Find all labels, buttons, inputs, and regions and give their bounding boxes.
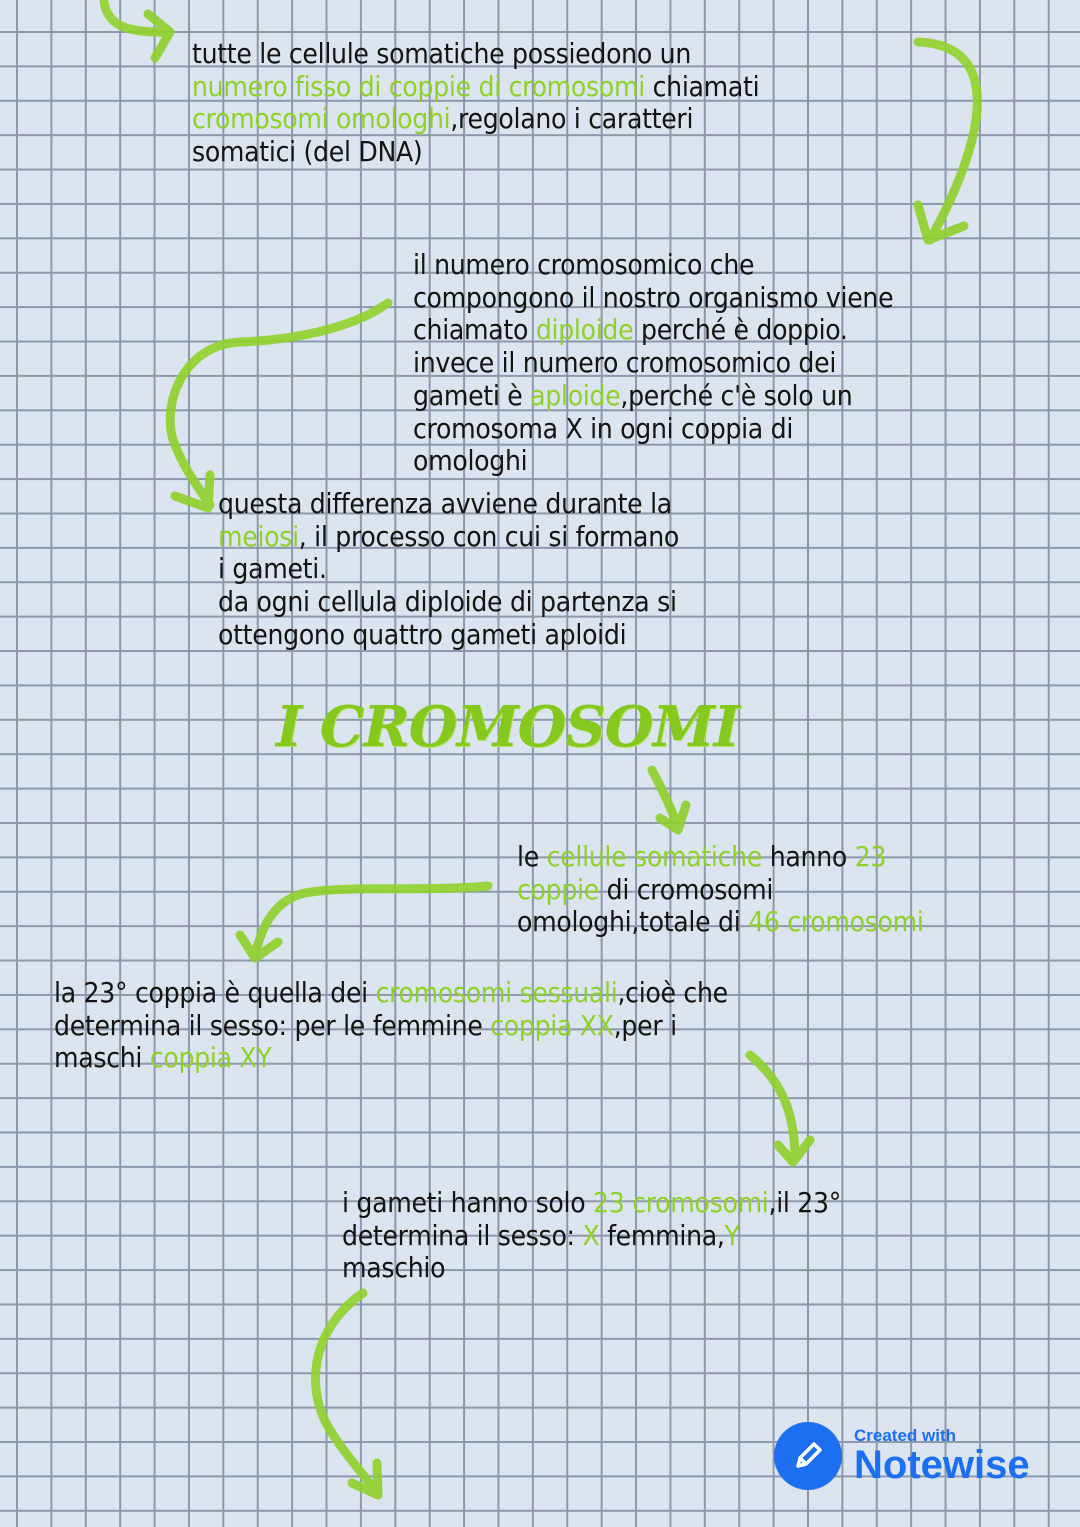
highlight-text: cromosomi sessuali [375,976,618,1009]
text-fragment: di cromosomi [598,872,774,906]
highlight-text: meiosi [218,519,299,553]
text-line: i gameti. [218,552,327,586]
text-fragment: determina il sesso: per le femmine [54,1008,491,1042]
pencil-icon [774,1422,842,1490]
highlight-text: cellule somatiche [546,840,763,873]
text-fragment: femmina, [599,1218,725,1252]
text-fragment: ,il 23° [768,1186,842,1219]
note-block-sex-chromosomes [54,977,728,1075]
text-fragment: gameti è [413,378,531,412]
text-fragment: ,regolano i caratteri [450,102,694,136]
text-line: questa differenza avviene durante la [218,487,672,520]
note-block-somatic-cells [192,38,759,169]
text-line: omologhi [413,444,528,478]
text-fragment: la 23° coppia è quella dei [54,976,376,1009]
highlight-text: X [582,1218,600,1252]
text-line: compongono il nostro organismo viene [413,280,894,314]
text-line: da ogni cellula diploide di partenza si [218,585,677,619]
text-fragment: ,perché c'è solo un [620,378,853,412]
text-fragment: le [517,840,547,873]
text-line: maschio [342,1251,446,1285]
highlight-text: aploide [530,378,621,412]
text-fragment: perché è doppio. [633,313,848,347]
text-fragment: chiamati [644,69,760,103]
note-block-meiosis [218,488,679,652]
highlight-text: numero fisso di coppie di cromosomi [192,69,645,103]
note-block-gametes [342,1187,841,1285]
text-line: cromosoma X in ogni coppia di [413,411,794,445]
text-fragment: chiamato [413,313,536,347]
text-line: ottengono quattro gameti aploidi [218,617,627,651]
arrow-icon [315,1293,377,1494]
highlight-text: coppia XY [149,1041,272,1075]
text-line: invece il numero cromosomico dei [413,346,837,380]
highlight-text: Y [724,1218,740,1252]
text-fragment: omologhi,totale di [517,905,749,939]
arrow-icon [255,886,488,955]
text-fragment: hanno [762,840,855,873]
highlight-text: 23 [854,840,887,873]
highlight-text: coppie [517,872,599,906]
highlight-text: 46 cromosomi [748,905,924,939]
highlight-text: coppia XX [490,1008,614,1042]
text-fragment: maschi [54,1041,150,1075]
text-fragment: ,cioè che [617,976,728,1009]
highlight-text: diploide [535,313,634,347]
text-line: il numero cromosomico che [413,248,755,281]
highlight-text: cromosomi omologhi [192,102,451,136]
note-block-chromosome-count [517,841,924,939]
note-block-diploid [413,249,893,478]
highlight-text: 23 cromosomi [593,1186,769,1219]
text-fragment: ,per i [613,1008,677,1042]
arrow-icon [170,303,388,505]
watermark-caption: Created with [854,1426,957,1445]
arrow-icon [918,42,977,240]
section-title: I CROMOSOMI [276,694,739,760]
notewise-watermark [774,1422,1030,1490]
text-line: tutte le cellule somatiche possiedono un [192,37,691,70]
text-line: somatici (del DNA) [192,135,423,169]
watermark-brand: Notewise [854,1443,1030,1487]
arrow-icon [750,1055,795,1160]
text-fragment: i gameti hanno solo [342,1186,594,1219]
text-fragment: determina il sesso: [342,1218,583,1252]
text-fragment: , il processo con cui si formano [298,519,679,553]
